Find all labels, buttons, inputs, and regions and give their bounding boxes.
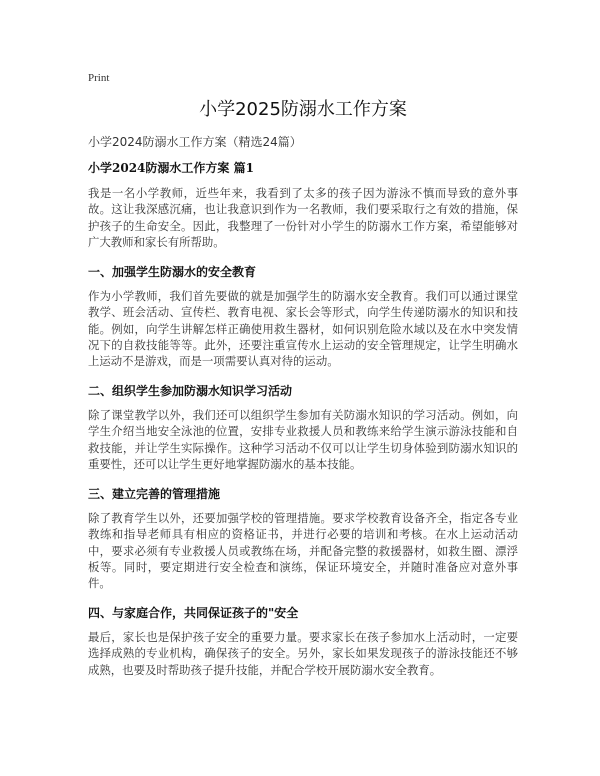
page-title: 小学2025防溺水工作方案	[199, 99, 407, 120]
print-link[interactable]: Print	[88, 72, 110, 84]
article-heading: 小学2024防溺水工作方案 篇1	[88, 161, 254, 175]
document-subtitle: 小学2024防溺水工作方案（精选24篇）	[88, 135, 302, 149]
section-body-3: 除了教育学生以外，还要加强学校的管理措施。要求学校教育设备齐全，指定各专业教练和指导老师具有相应的资格证书，并进行必要的培训和考核。在水上运动活动中，要求必须有专业救援人员或教练在场，并配备完整的救援器材，如救生圈、漂浮板等。同时，要定期进行安全检查和演练，保证环境安全，并随时准备应对意外事件。	[88, 511, 518, 591]
section-heading-2: 二、组织学生参加防溺水知识学习活动	[88, 384, 293, 398]
section-heading-4: 四、与家庭合作，共同保证孩子的"安全	[88, 606, 299, 620]
section-heading-1: 一、加强学生防溺水的安全教育	[88, 265, 257, 279]
section-body-1: 作为小学教师，我们首先要做的就是加强学生的防溺水安全教育。我们可以通过课堂教学、班会活动、宣传栏、教育电视、家长会等形式，向学生传递防溺水的知识和技能。例如，向学生讲解怎样正确使用救生器材，如何识别危险水域以及在水中突发情况下的自救技能等等。此外，还要注重宣传水上运动的安全管理规定，让学生明确水上运动不是游戏，而是一项需要认真对待的运动。	[88, 289, 518, 369]
section-body-4: 最后，家长也是保护孩子安全的重要力量。要求家长在孩子参加水上活动时，一定要选择成熟的专业机构，确保孩子的安全。另外，家长如果发现孩子的游泳技能还不够成熟，也要及时帮助孩子提升技能，并配合学校开展防溺水安全教育。	[88, 630, 518, 677]
section-body-2: 除了课堂教学以外，我们还可以组织学生参加有关防溺水知识的学习活动。例如，向学生介绍当地安全泳池的位置，安排专业救援人员和教练来给学生演示游泳技能和自救技能，并让学生实际操作。这种学习活动不仅可以让学生切身体验到防溺水知识的重要性，还可以让学生更好地掌握防溺水的基本技能。	[88, 408, 518, 471]
intro-paragraph: 我是一名小学教师，近些年来，我看到了太多的孩子因为游泳不慎而导致的意外事故。这让我深感沉痛，也让我意识到作为一名教师，我们要采取行之有效的措施，保护孩子的生命安全。因此，我整理了一份针对小学生的防溺水工作方案，希望能够对广大教师和家长有所帮助。	[88, 186, 518, 249]
section-heading-3: 三、建立完善的管理措施	[88, 487, 221, 501]
